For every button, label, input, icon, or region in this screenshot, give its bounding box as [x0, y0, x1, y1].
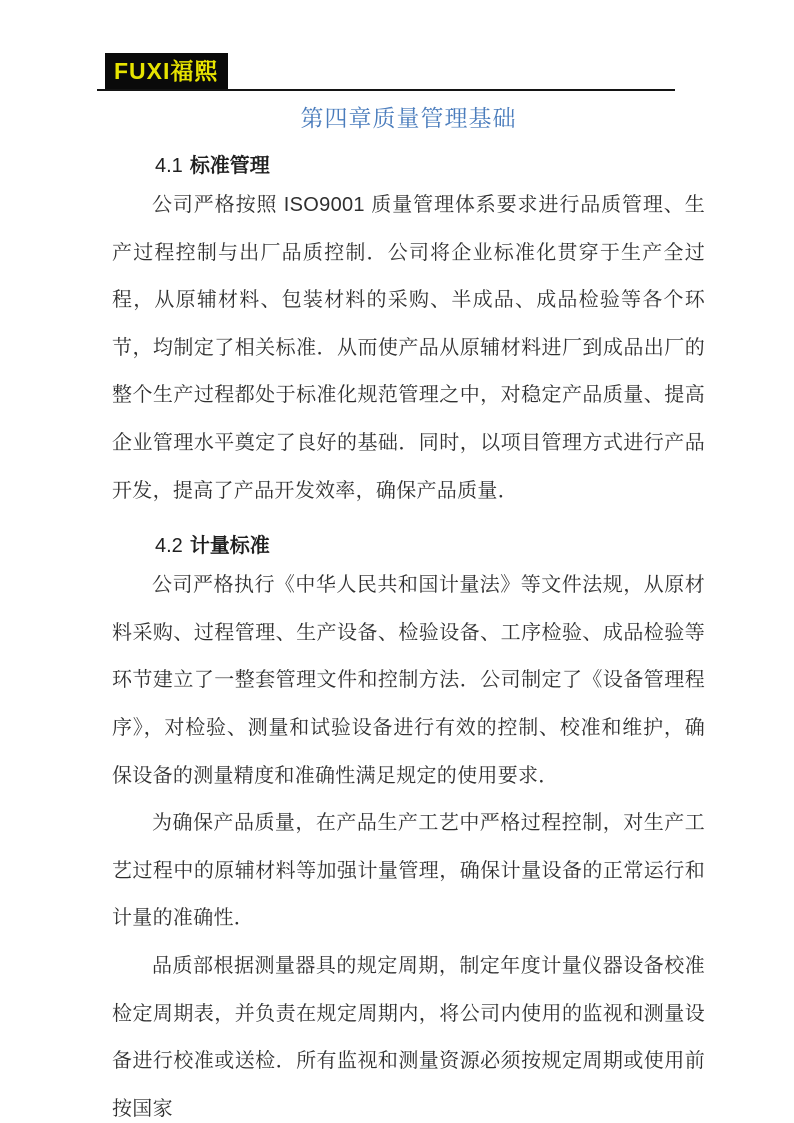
document-body [112, 101, 705, 1123]
paragraph-process-control: 为确保产品质量，在产品生产工艺中严格过程控制，对生产工艺过程中的原辅材料等加强计量管理，确保计量设备的正常运行和计量的准确性． [112, 812, 705, 930]
section-heading-4-2 [112, 533, 705, 560]
section-heading-4-1 [112, 153, 705, 180]
section-number: 4.1 [155, 155, 183, 177]
section-number: 4.2 [155, 535, 183, 558]
header-divider [97, 89, 675, 91]
paragraph-calibration-schedule: 品质部根据测量器具的规定周期，制定年度计量仪器设备校准检定周期表，并负责在规定周期内，将公司内使用的监视和测量设备进行校准或送检．所有监视和测量资源必须按规定周期或使用前按国家 [112, 954, 705, 1120]
section-title: 标准管理 [189, 155, 270, 177]
section-title: 计量标准 [189, 535, 270, 558]
company-logo: FUXI福熙 [105, 53, 228, 90]
paragraph-standards-management: 公司严格按照 ISO9001 质量管理体系要求进行品质管理、生产过程控制与出厂品质控制．公司将企业标准化贯穿于生产全过程，从原辅材料、包装材料的采购、半成品、成品检验等各个环节，均制定了相关标准．从而使产品从原辅材料进厂到成品出厂的整个生产过程都处于标准化规范管理之中，对稳定产品质量、提高企业管理水平奠定了良好的基础．同时，以项目管理方式进行产品开发，提高了产品开发效率，确保产品质量． [112, 194, 705, 502]
chapter-title: 第四章质量管理基础 [300, 105, 517, 131]
paragraph-measurement-law: 公司严格执行《中华人民共和国计量法》等文件法规，从原材料采购、过程管理、生产设备、检验设备、工序检验、成品检验等环节建立了一整套管理文件和控制方法．公司制定了《设备管理程序》，对检验、测量和试验设备进行有效的控制、校准和维护，确保设备的测量精度和准确性满足规定的使用要求． [112, 574, 705, 787]
